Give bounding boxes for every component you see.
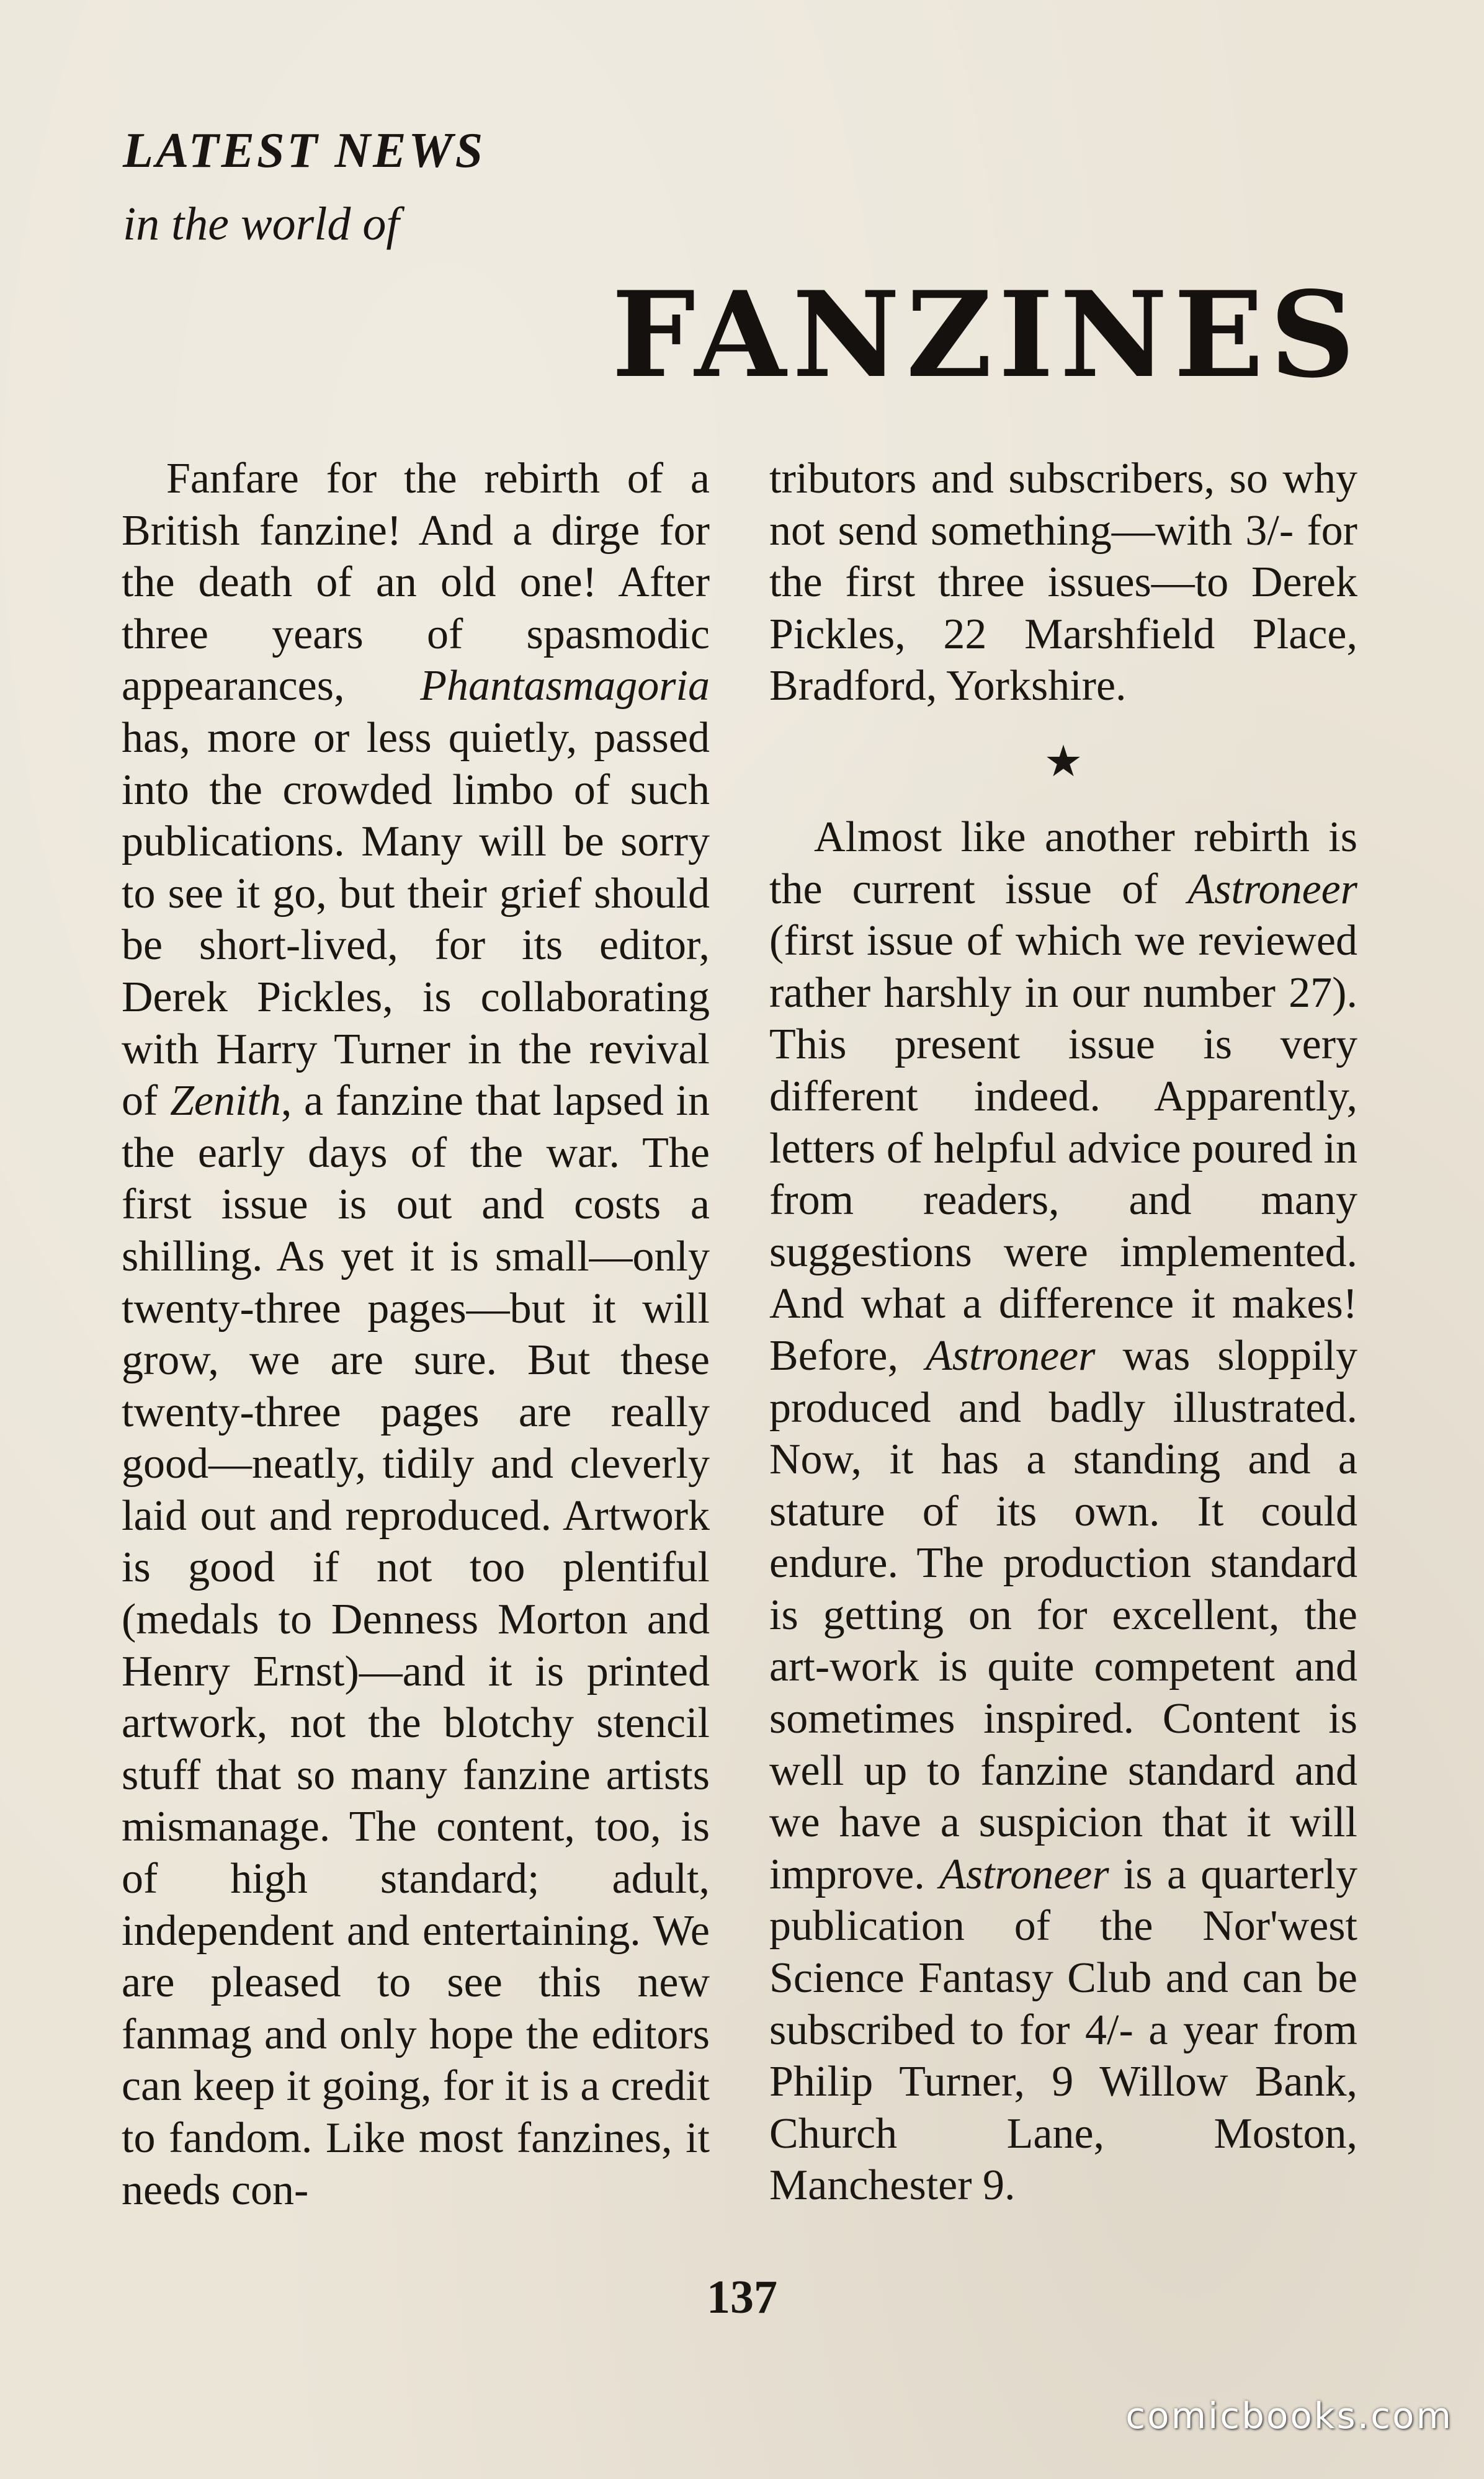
star-separator: ★ (1044, 736, 1083, 787)
kicker-title: LATEST NEWS (123, 123, 486, 178)
page-headline: FANZINES (611, 266, 1361, 404)
text-run: is a quarterly publication of the Nor'west Science Fantasy Club and can be subscribed to for 4/- a year from Philip Turner, 9 Willow Bank, Church Lane, Moston, Manchester 9. (769, 1850, 1357, 2210)
right-column (769, 453, 1357, 2212)
title-astroneer: Astroneer (926, 1331, 1096, 1380)
left-column (122, 453, 710, 2216)
text-run: has, more or less quietly, passed into the crowded limbo of such publications. Many will be sorry to see it go, but their grief should be short-lived, for its editor, Derek Pickles, is collaborating with Harry Turner in the revival of (122, 713, 710, 1125)
title-phantasmagoria: Phantasmagoria (420, 662, 710, 710)
article-paragraph-astroneer (769, 811, 1357, 2212)
text-run: Fanfare for the rebirth of a British fanzine! And a dirge for the death of an old one! After three years of spasmodic appearances, (122, 455, 710, 710)
article-paragraph-fanfare (122, 453, 710, 2216)
text-run: was sloppily produced and badly illustrated. Now, it has a standing and a stature of its own. It could endure. The production standard is getting on for excellent, the art-work is quite competent and sometimes inspired. Content is well up to fanzine standard and we have a suspicion that it will improve. (769, 1331, 1358, 1898)
kicker-subtitle: in the world of (123, 198, 400, 250)
page-number: 137 (707, 2271, 777, 2323)
article-paragraph-continued: tributors and subscribers, so why not send something—with 3/- for the first three issues—to Derek Pickles, 22 Marshfield Place, Bradford, Yorkshire. (769, 455, 1357, 710)
text-run: , a fanzine that lapsed in the early days of the war. The first issue is out and costs a shilling. As yet it is small—only twenty-three pages—but it will grow, we are sure. But these twenty-three pages are really good—neatly, tidily and cleverly laid out and reproduced. Artwork is good if not too plentiful (medals to Denness Morton and Henry Ernst)—and it is printed artwork, not the blotchy stencil stuff that so many fanzine artists mismanage. The content, too, is of high standard; adult, independent and entertaining. We are pleased to see this new fanmag and only hope the editors can keep it going, for it is a credit to fandom. Like most fanzines, it needs con- (122, 1077, 710, 2214)
site-watermark: comicbooks.com (1125, 2395, 1453, 2437)
title-astroneer: Astroneer (1187, 865, 1357, 913)
title-astroneer: Astroneer (939, 1850, 1109, 1898)
text-run: Almost like another rebirth is the current issue of (769, 813, 1357, 913)
text-run: (first issue of which we reviewed rather harshly in our number 27). This present issue is very different indeed. Apparently, letters of helpful advice poured in from readers, and many suggestions were implemented. And what a difference it makes! Before, (769, 917, 1357, 1380)
title-zenith: Zenith (169, 1077, 281, 1125)
